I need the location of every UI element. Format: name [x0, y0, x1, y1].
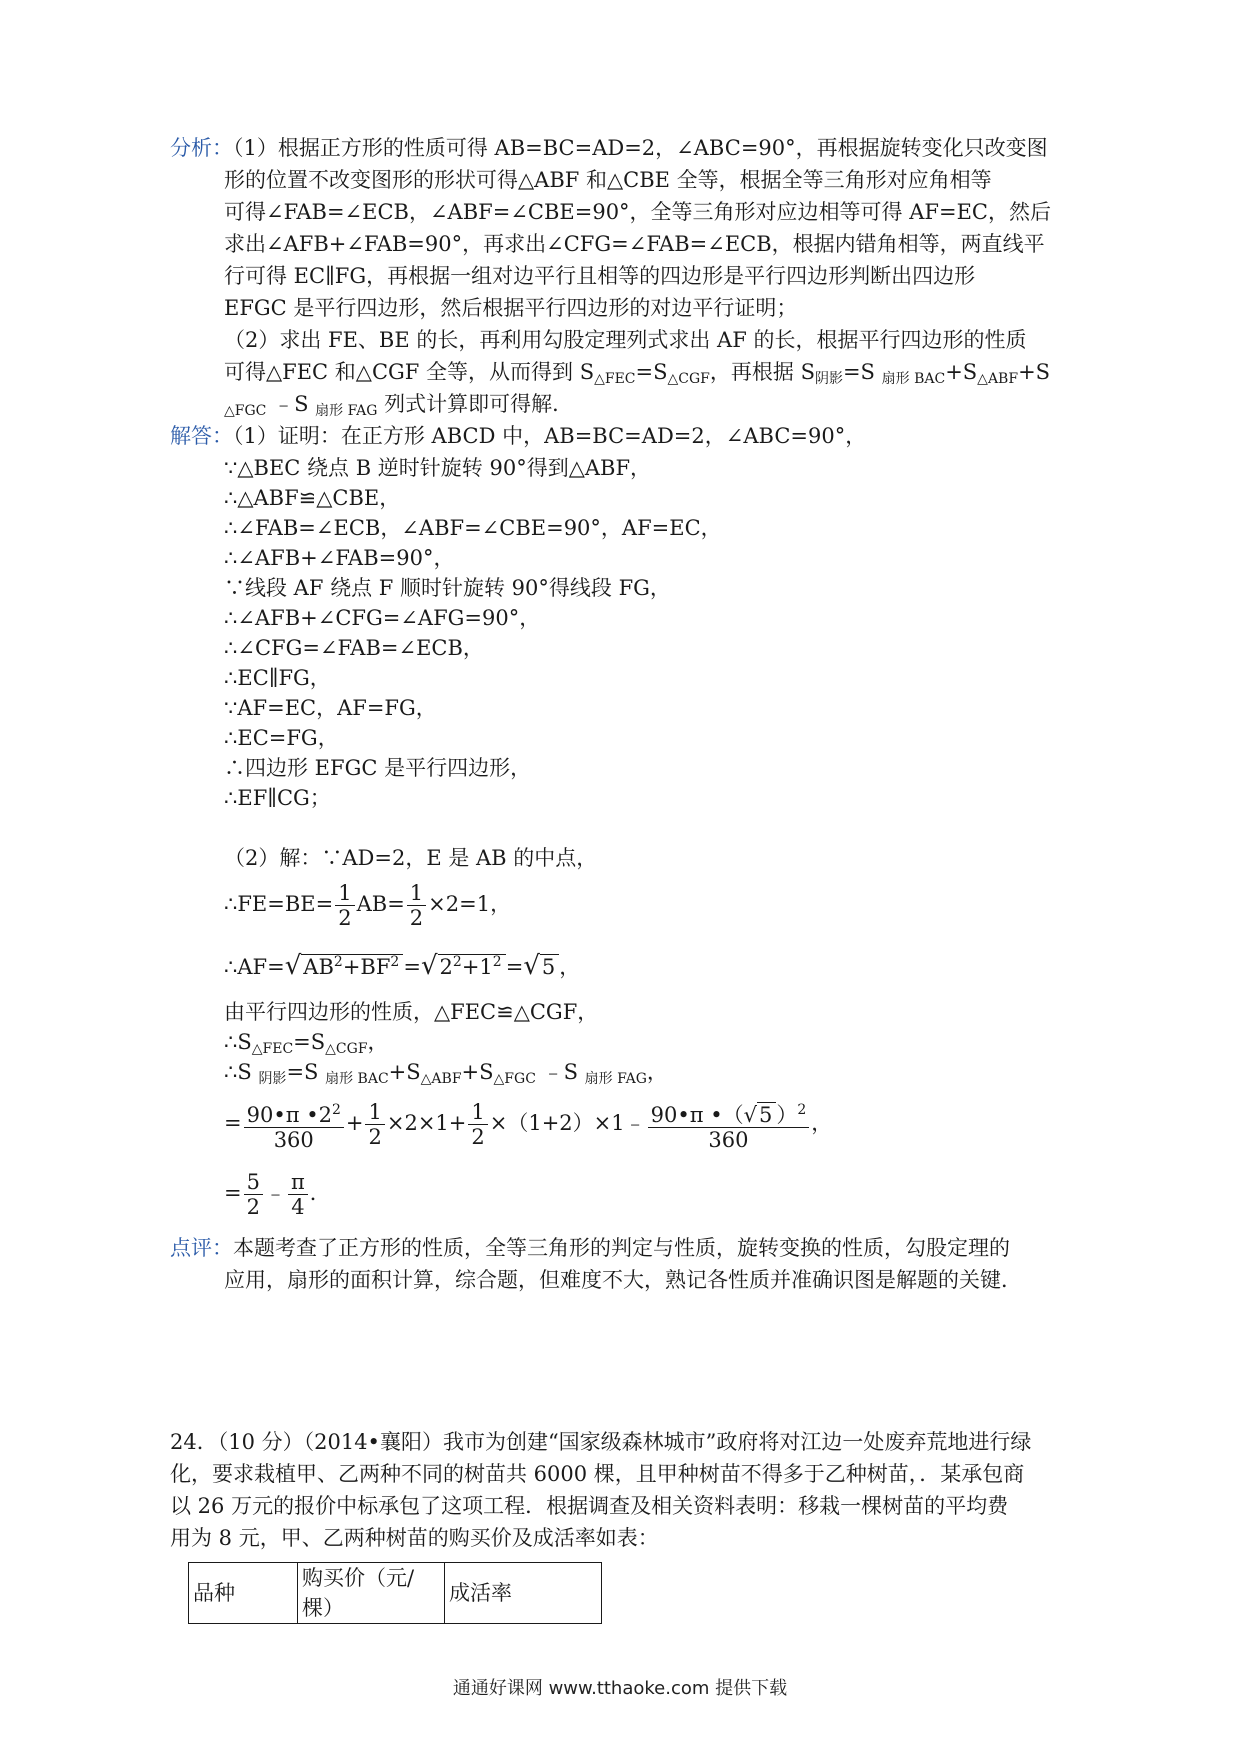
comment-label: 点评：: [170, 1236, 233, 1260]
solution-line: ∴∠AFB+∠CFG=∠AFG=90°，: [224, 606, 541, 630]
solution-line: ∴EC=FG，: [224, 726, 339, 750]
table-header-cell: 成活率: [445, 1563, 602, 1624]
solution-line: （1）证明：在正方形 ABCD 中，AB=BC=AD=2，∠ABC=90°，: [233, 424, 867, 448]
parallelogram-property: 由平行四边形的性质，△FEC≌△CGF，: [224, 1000, 599, 1024]
price-table: [188, 1562, 602, 1624]
sqrt-expr: 5: [540, 954, 559, 979]
problem-line: 化，要求栽植甲、乙两种不同的树苗共 6000 棵，且甲种树苗不得多于乙种树苗，．某承包商: [170, 1462, 1025, 1486]
solution-line: ∵线段 AF 绕点 F 顺时针旋转 90°得线段 FG，: [224, 576, 671, 600]
final-result: = $\frac{5}{2}$ ﹣ $\frac{\pi}{4}$ ．: [224, 1170, 331, 1219]
analysis-line: 可得△FEC 和△CGF 全等，从而得到 $S_{\triangle FEC}=S_{\triangle CGF}$，再根据 $S_{阴影}=S$ $_{扇形 BAC}+S_{\triangle ABF}+S$: [224, 360, 1051, 387]
fraction: $\frac{1}{2}$: [407, 881, 426, 930]
solution-label: 解答：: [170, 424, 233, 448]
solution-line: ∴四边形 EFGC 是平行四边形，: [224, 756, 532, 780]
fraction: $\frac{\pi}{4}$: [288, 1170, 308, 1219]
solution-line: ∵△BEC 绕点 B 逆时针旋转 90°得到△ABF，: [224, 456, 652, 480]
radical-icon: √: [284, 951, 302, 981]
radical-icon: √: [523, 951, 540, 981]
fe-equation: ∴FE=BE= $\frac{1}{2}$ AB= $\frac{1}{2}$ ×2=1，: [224, 881, 512, 930]
analysis-line: 形的位置不改变图形的形状可得△ABF 和△CBE 全等，根据全等三角形对应角相等: [224, 168, 992, 192]
fraction: $\frac{1}{2}$: [335, 881, 354, 930]
fraction: $\frac{1}{2}$: [365, 1100, 384, 1149]
page-footer: 通通好课网 www.tthaoke.com 提供下载: [452, 1678, 788, 1699]
table-header-cell: 品种: [189, 1563, 298, 1624]
analysis-line: EFGC 是平行四边形，然后根据平行四边形的对边平行证明；: [224, 296, 798, 320]
solution-block: [170, 421, 866, 451]
problem-line: 24．（10 分）（2014•襄阳）我市为创建“国家级森林城市”政府将对江边一处废弃荒地进行绿: [170, 1430, 1032, 1454]
analysis-line: 可得∠FAB=∠ECB，∠ABF=∠CBE=90°，全等三角形对应边相等可得 AF=EC，然后: [224, 200, 1051, 224]
analysis-block: [170, 133, 1048, 163]
comment-block: [170, 1233, 1010, 1263]
shaded-area-formula: ∴S $_{阴影}$=S $_{扇形 BAC}+S_{\triangle ABF}+S_{\triangle FGC}$ ﹣S $_{扇形 FAG}$，: [224, 1060, 668, 1087]
analysis-line: 求出∠AFB+∠FAB=90°，再求出∠CFG=∠FAB=∠ECB，根据内错角相等，两直线平: [224, 232, 1045, 256]
solution-line: ∴EC∥FG，: [224, 666, 331, 690]
analysis-line: （2）求出 FE、BE 的长，再利用勾股定理列式求出 AF 的长，根据平行四边形的性质: [224, 328, 1027, 352]
analysis-line: 行可得 EC∥FG，再根据一组对边平行且相等的四边形是平行四边形判断出四边形: [224, 264, 976, 288]
solution-line: ∴∠CFG=∠FAB=∠ECB，: [224, 636, 484, 660]
solution-line: ∴∠AFB+∠FAB=90°，: [224, 546, 455, 570]
area-equality: $\therefore S_{\triangle FEC}=S_{\triangle CGF}$，: [224, 1030, 389, 1057]
solution-line: ∴△ABF≌△CBE，: [224, 486, 401, 510]
table-header-cell: 购买价（元/棵）: [298, 1563, 445, 1624]
solution-part2: （2）解：∵AD=2，E 是 AB 的中点，: [224, 846, 598, 870]
area-calculation: = $\frac{90•\pi •2^2}{360}$ + $\frac{1}{2}$ ×2×1+ $\frac{1}{2}$ ×（1+2）×1﹣ $\frac{90•\pi •(√5 )^2}{360}$ ，: [224, 1093, 832, 1153]
problem-line: 以 26 万元的报价中标承包了这项工程．根据调查及相关资料表明：移栽一棵树苗的平均费: [170, 1494, 1009, 1518]
solution-line: ∴EF∥CG；: [224, 786, 331, 810]
fraction: $\frac{90•\pi •(√5 )^2}{360}$: [648, 1098, 810, 1152]
fraction: $\frac{1}{2}$: [468, 1100, 487, 1149]
problem-line: 用为 8 元，甲、乙两种树苗的购买价及成活率如表：: [170, 1526, 659, 1550]
sqrt-expr: $2^2+1^2$: [438, 954, 506, 979]
solution-line: ∵AF=EC，AF=FG，: [224, 696, 437, 720]
af-equation: $\therefore AF=√AB^2+BF^2 =√2^2+1^2 =√5$ ，: [224, 951, 581, 981]
table-row: [189, 1563, 602, 1624]
comment-line: 本题考查了正方形的性质，全等三角形的判定与性质，旋转变换的性质，勾股定理的: [233, 1236, 1010, 1260]
analysis-label: 分析：: [170, 136, 233, 160]
analysis-line: （1）根据正方形的性质可得 AB=BC=AD=2，∠ABC=90°，再根据旋转变化只改变图: [233, 136, 1048, 160]
comment-line: 应用，扇形的面积计算，综合题，但难度不大，熟记各性质并准确识图是解题的关键．: [224, 1268, 1022, 1292]
analysis-line: $_{\triangle FGC}$ ﹣S $_{扇形 FAG}$ 列式计算即可得解．: [224, 392, 574, 419]
sqrt-expr: $AB^2+BF^2$: [301, 954, 403, 979]
solution-line: ∴∠FAB=∠ECB，∠ABF=∠CBE=90°，AF=EC，: [224, 516, 722, 540]
radical-icon: √: [420, 951, 438, 981]
radical-icon: √: [743, 1102, 757, 1127]
fraction: $\frac{5}{2}$: [244, 1170, 263, 1219]
fraction: $\frac{90•\pi •2^2}{360}$: [244, 1098, 344, 1152]
